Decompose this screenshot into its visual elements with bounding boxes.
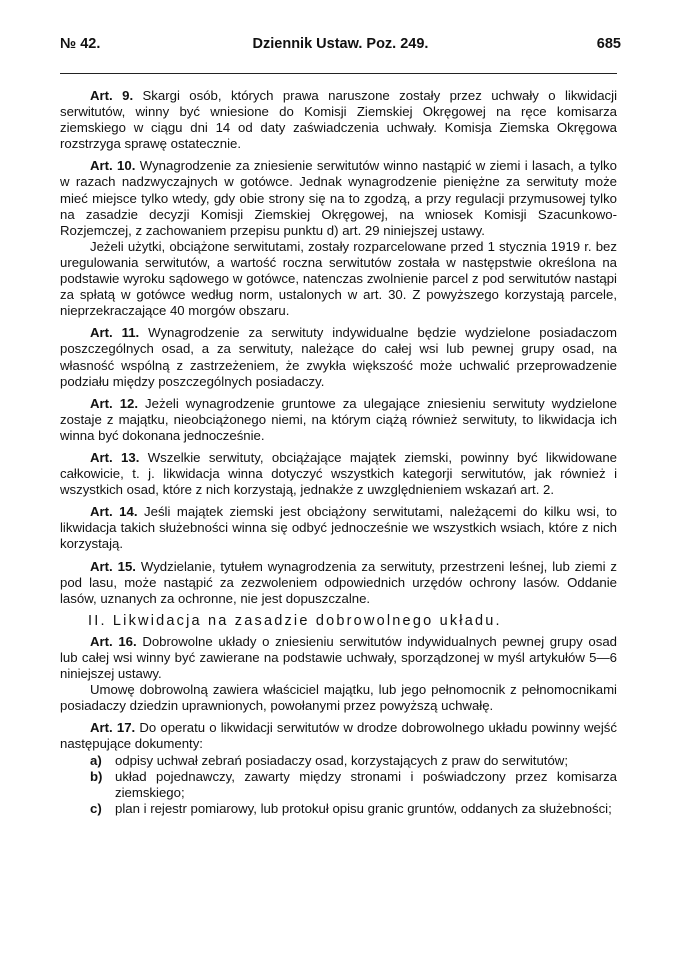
journal-title: Dziennik Ustaw. Poz. 249.: [252, 36, 429, 52]
article-text: Skargi osób, których prawa naruszone zostały przez uchwały o likwidacji serwitutów, winny być wniesione do Komisji Ziemskiej Okręgowej na ręce komisarza ziemskiego w ciągu dni 14 od daty zaświadczenia uchwały. Komisja Ziemska Okręgowa rozstrzyga sprawę ostatecznie.: [60, 88, 618, 152]
list-item-text: układ pojednawczy, zawarty między stronami i poświadczony przez komisarza ziemskiego;: [115, 768, 617, 800]
list-marker: a): [90, 752, 102, 768]
article-16: [60, 634, 617, 682]
article-10: [60, 158, 617, 238]
article-text: Jeżeli wynagrodzenie gruntowe za ulegające zniesieniu serwituty wydzielone zostaje z majątku, nieobciążonego niemi, na którym ciążą również serwituty, to likwidacja ich winna być dokonana jednocześnie.: [60, 395, 617, 443]
issue-number: № 42.: [60, 36, 101, 52]
section-heading: II. Likwidacja na zasadzie dobrowolnego układu.: [88, 612, 502, 629]
article-text: Jeżeli użytki, obciążone serwitutami, zostały rozparcelowane przed 1 stycznia 1919 r. bez uregulowania serwitutów, a wartość roczna serwitutów została w następstwie określona na podstawie wyroku sądowego w gotówce, natenczas zwolnienie parcel z pod serwitutów nastąpi za spłatą w gotówce według norm, ustalonych w art. 30. Z powyższego korzystają parcele, nieprzekraczające 40 morgów obszaru.: [60, 238, 617, 319]
article-text: Jeśli majątek ziemski jest obciążony serwitutami, należącemi do kilku wsi, to likwidacja takich służebności winna się odbyć jednocześnie we wszystkich wsiach, które z nich korzystają.: [60, 504, 617, 552]
article-text: Wynagrodzenie za zniesienie serwitutów winno nastąpić w ziemi i lasach, a tylko w razach nadzwyczajnych w gotówce. Jednak wynagrodzenie pieniężne za serwituty może mieć miejsce tylko wtedy, gdy obie strony się na to zgodzą, a przy regulacji przymusowej tylko na zasadzie decyzji Komisji Ziemskiej Okręgowej, na wniosek Komisji Szacunkowo-Rozjemczej, z zachowaniem przepisu punktu d) art. 29 niniejszej ustawy.: [60, 158, 617, 238]
article-10-paragraph-2: [60, 239, 617, 319]
article-text: Wszelkie serwituty, obciążające majątek ziemski, powinny być likwidowane całkowicie, t. j. likwidacja winna dotyczyć wszystkich kategorji serwitutów, jak również i wszystkich osad, które z nich korzystają, jednakże z uwzględnieniem wskazań art. 2.: [60, 449, 617, 498]
article-label: Art. 11.: [90, 325, 140, 341]
article-text: Umowę dobrowolną zawiera właściciel majątku, lub jego pełnomocnik z pełnomocnikami posiadaczy dziedzin uprawnionych, powołanymi przez powyższą uchwałę.: [60, 682, 617, 714]
page-header: [60, 36, 621, 58]
article-text: Wydzielanie, tytułem wynagrodzenia za serwituty, przestrzeni leśnej, lub ziemi z pod lasu, może nastąpić za zezwoleniem odpowiednich urzędów ochrony lasów. Oddanie lasów, uznanych za ochronne, nie jest dopuszczalne.: [60, 558, 617, 606]
article-label: Art. 16.: [90, 633, 137, 649]
list-item: [60, 801, 617, 817]
article-label: Art. 9.: [90, 88, 134, 103]
article-11: [60, 325, 617, 389]
document-list: [60, 753, 617, 817]
article-label: Art. 12.: [90, 395, 139, 411]
list-item-text: plan i rejestr pomiarowy, lub protokuł opisu granic gruntów, oddanych za służebności;: [115, 800, 612, 816]
article-label: Art. 17.: [90, 720, 136, 736]
header-rule: [60, 73, 617, 74]
article-16-paragraph-2: [60, 682, 617, 714]
page-number: 685: [596, 36, 621, 52]
list-marker: b): [90, 768, 103, 784]
article-text: Wynagrodzenie za serwituty indywidualne będzie wydzielone posiadaczom poszczególnych osad, a za serwituty, należące do całej wsi lub pewnej grupy osad, na własność wspólną z zastrzeżeniem, że zwykła większość może uchwalić przeprowadzenie podziału między poszczególnych posiadaczy.: [60, 325, 618, 389]
article-12: [60, 396, 617, 444]
article-13: [60, 450, 617, 498]
article-17: [60, 720, 617, 752]
article-text: Dobrowolne układy o zniesieniu serwitutów indywidualnych pewnej grupy osad lub całej wsi winny być zawierane na podstawie uchwały, sporządzonej w myśl artykułów 5—6 niniejszej ustawy.: [60, 633, 617, 682]
article-label: Art. 10.: [90, 158, 136, 174]
article-9: [60, 88, 617, 152]
list-item: [60, 769, 617, 801]
article-15: [60, 559, 617, 607]
article-label: Art. 15.: [90, 558, 136, 574]
list-item: [60, 753, 617, 769]
list-item-text: odpisy uchwał zebrań posiadaczy osad, korzystających z praw do serwitutów;: [115, 752, 568, 768]
article-14: [60, 504, 617, 552]
article-label: Art. 14.: [90, 504, 138, 520]
article-label: Art. 13.: [90, 449, 140, 465]
list-marker: c): [90, 800, 102, 816]
article-text: Do operatu o likwidacji serwitutów w drodze dobrowolnego układu powinny wejść następujące dokumenty:: [60, 720, 617, 752]
document-body: [60, 88, 617, 817]
